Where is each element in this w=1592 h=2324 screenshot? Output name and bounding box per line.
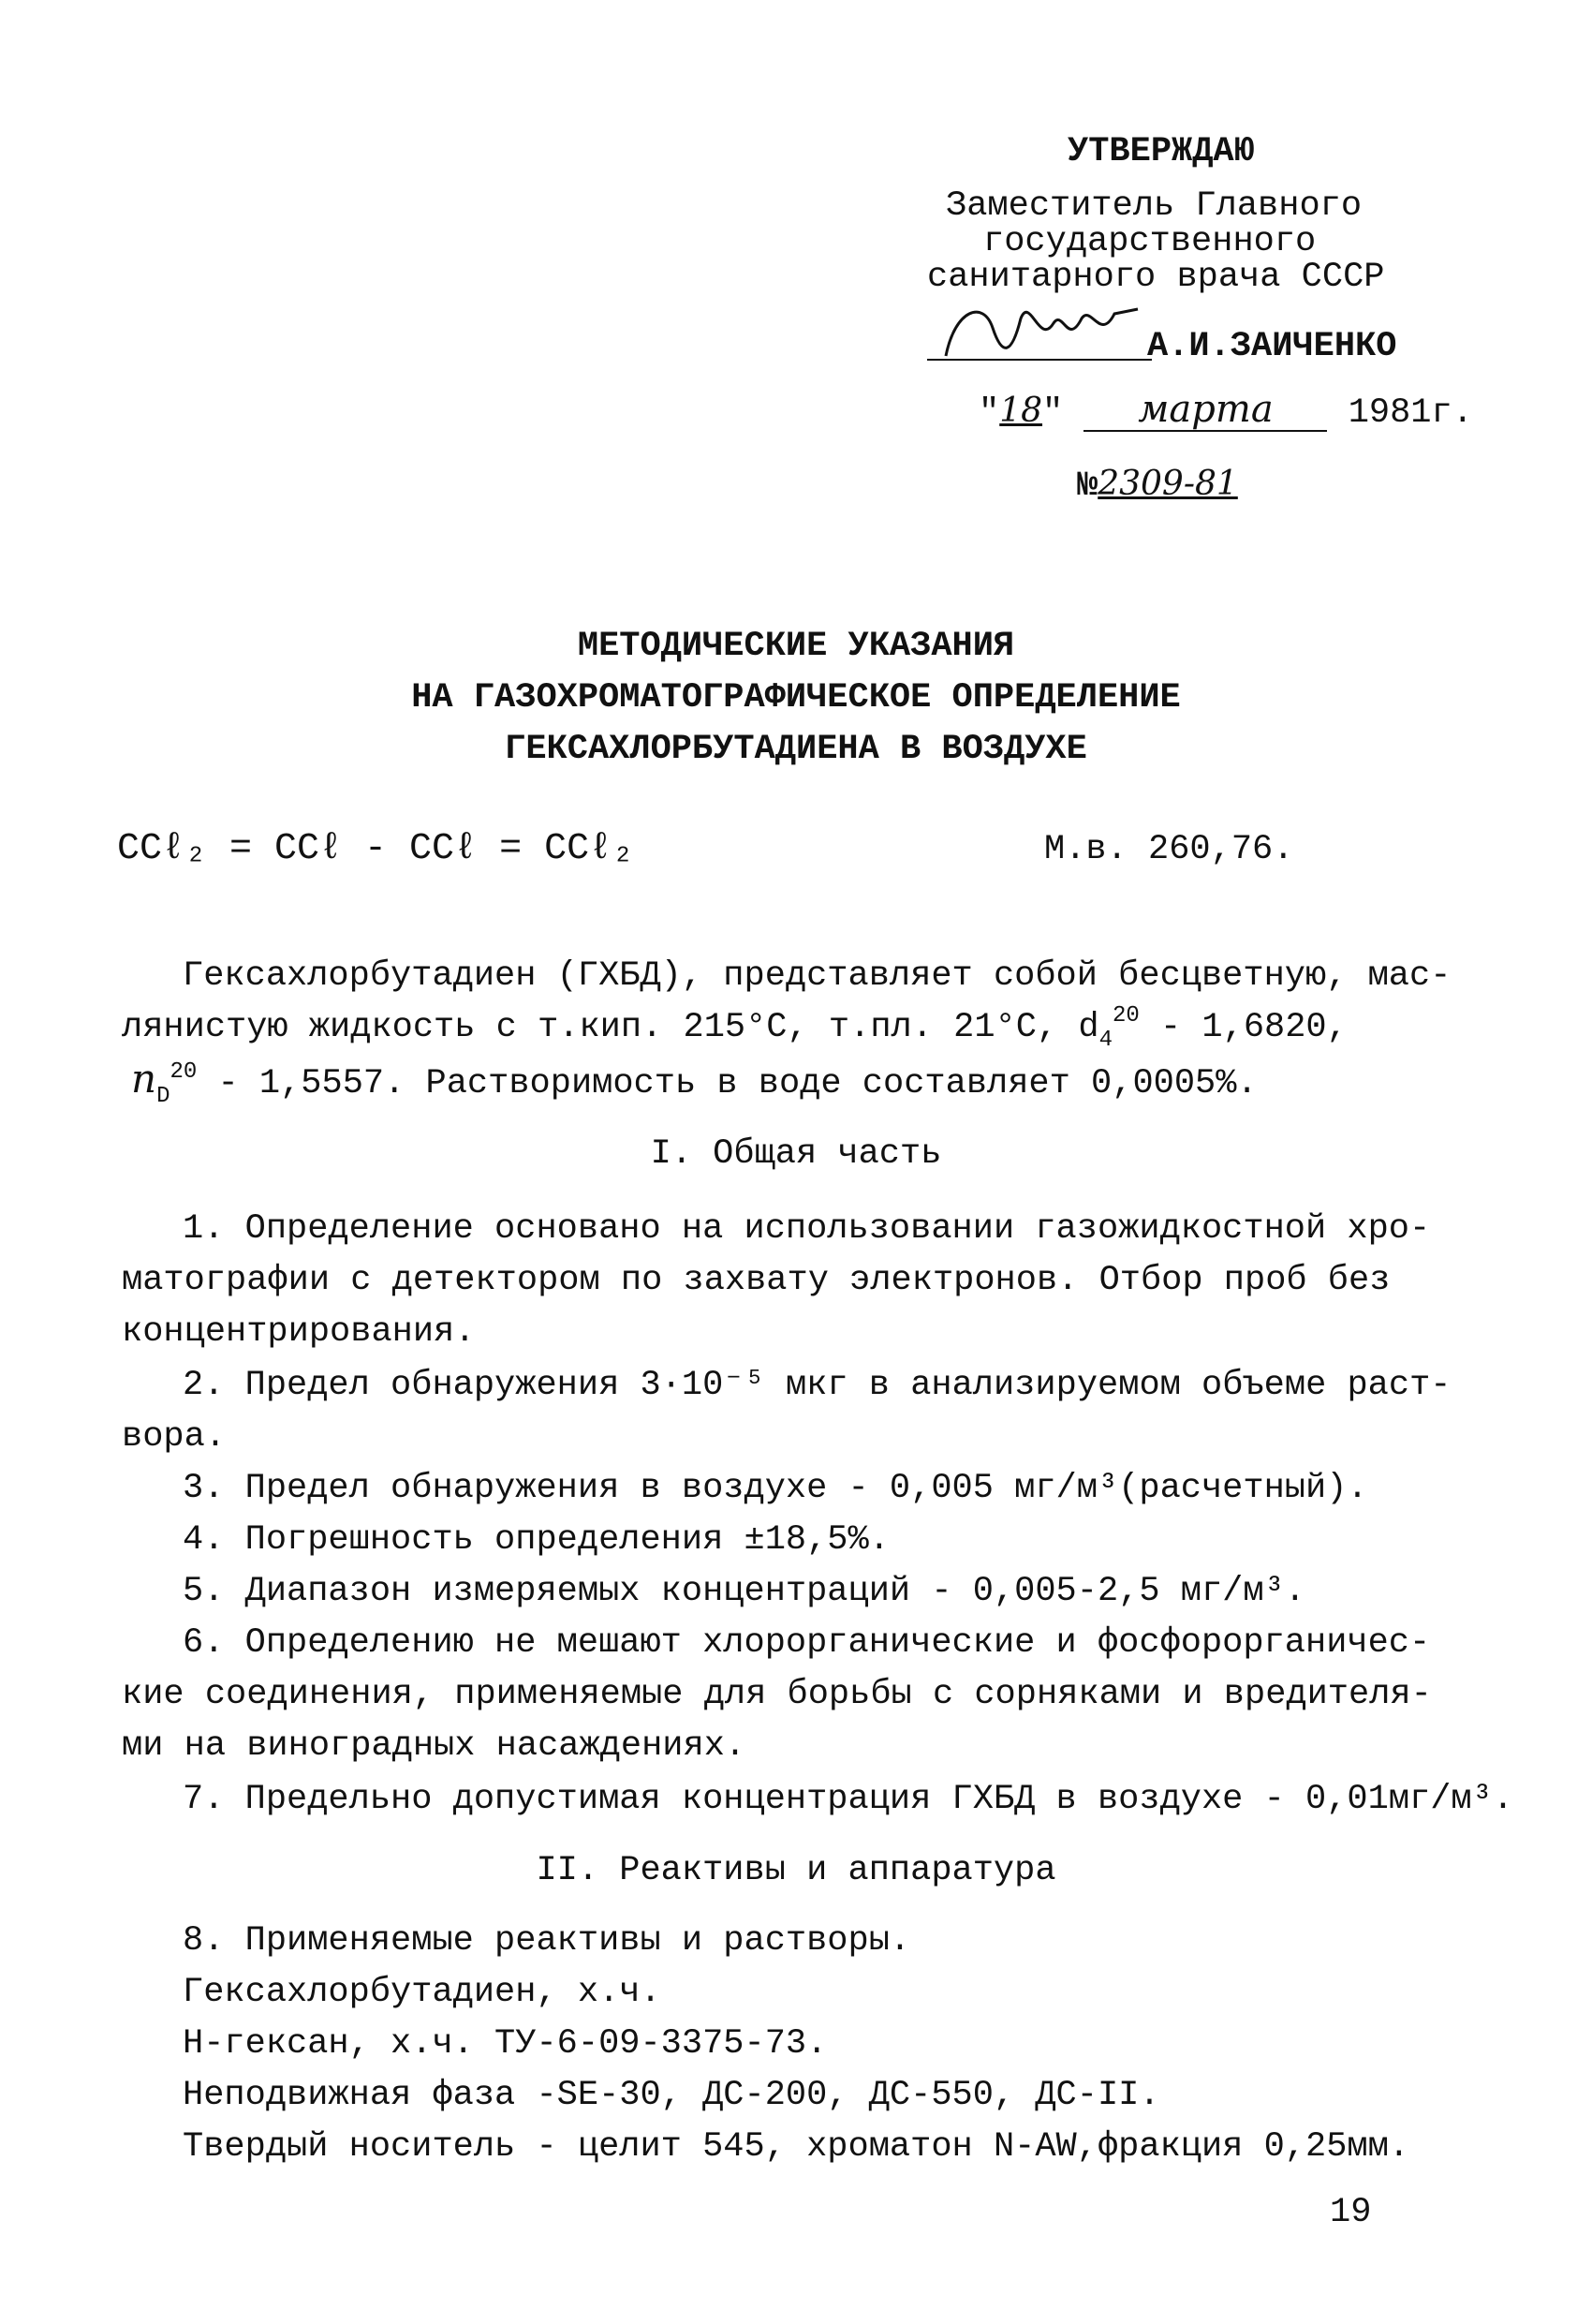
intro-line2: лянистую жидкость с т.кип. 215°С, т.пл. 21°С, $d_4^{20} - 1,6820$, (122, 1003, 1348, 1053)
section1-line: ми на виноградных насаждениях. (122, 1726, 746, 1766)
section1-line: концентрирования. (122, 1312, 476, 1352)
section1-line: матографии с детектором по захвату электронов. Отбор проб без (122, 1261, 1391, 1300)
approval-number: №2309-81 (1077, 465, 1238, 506)
section1-line: 3. Предел обнаружения в воздухе - 0,005 мг/м³(расчетный). (183, 1469, 1368, 1508)
approval-position-line2: государственного (983, 222, 1317, 261)
section1-line: кие соединения, применяемые для борьбы с сорняками и вредителя- (122, 1675, 1432, 1714)
section2-line: Твердый носитель - целит 545, хроматон N-AW,фракция 0,25мм. (183, 2127, 1410, 2167)
title-line2: НА ГАЗОХРОМАТОГРАФИЧЕСКОЕ ОПРЕДЕЛЕНИЕ (411, 678, 1181, 718)
section1-line: 5. Диапазон измеряемых концентраций - 0,005-2,5 мг/м³. (183, 1572, 1305, 1611)
approval-position-line1: Заместитель Главного (946, 186, 1363, 226)
page-number: 19 (1330, 2193, 1372, 2232)
molecular-weight: М.в. 260,76. (1044, 830, 1294, 869)
section1-heading: I. Общая часть (650, 1134, 942, 1174)
section2-heading: II. Реактивы и аппаратура (536, 1851, 1056, 1890)
section2-line: Неподвижная фаза -SE-30, ДС-200, ДС-550, ДС-II. (183, 2076, 1160, 2115)
date-year: 1981г. (1348, 393, 1473, 433)
approval-number-value: 2309-81 (1098, 465, 1238, 503)
section1-line: 1. Определение основано на использовании газожидкостной хро- (183, 1209, 1431, 1249)
approval-position-line3: санитарного врача СССР (927, 258, 1385, 297)
approval-heading: УТВЕРЖДАЮ (1068, 132, 1255, 171)
intro-line3: $n_D^{20} - 1,5557$. Растворимость в воде составляет 0,0005%. (131, 1056, 1258, 1109)
approval-name: А.И.ЗАИЧЕНКО (1147, 327, 1397, 366)
approval-date: "18" марта 1981г. (979, 388, 1473, 433)
date-day: 18 (999, 392, 1043, 430)
section1-line: 4. Погрешность определения ±18,5%. (183, 1520, 890, 1560)
section1-line: вора. (122, 1417, 227, 1457)
section2-line: 8. Применяемые реактивы и растворы. (183, 1921, 911, 1961)
section2-line: Гексахлорбутадиен, х.ч. (183, 1973, 661, 2012)
section2-line: Н-гексан, х.ч. ТУ-6-09-3375-73. (183, 2024, 828, 2064)
intro-line1: Гексахлорбутадиен (ГХБД), представляет собой бесцветную, мас- (183, 956, 1452, 996)
signature (927, 290, 1152, 365)
section1-line: 7. Предельно допустимая концентрация ГХБД в воздухе - 0,01мг/м³. (183, 1780, 1514, 1819)
chemical-formula: CCℓ₂ = CCℓ - CCℓ = CCℓ₂ (117, 828, 635, 870)
date-month: марта (1083, 389, 1327, 432)
section1-line: 6. Определению не мешают хлорорганические и фосфорорганичес- (183, 1623, 1431, 1663)
title-line3: ГЕКСАХЛОРБУТАДИЕНА В ВОЗДУХЕ (505, 730, 1087, 769)
title-line1: МЕТОДИЧЕСКИЕ УКАЗАНИЯ (577, 627, 1015, 666)
section1-line: 2. Предел обнаружения 3·10⁻⁵ мкг в анализируемом объеме раст- (183, 1366, 1452, 1405)
